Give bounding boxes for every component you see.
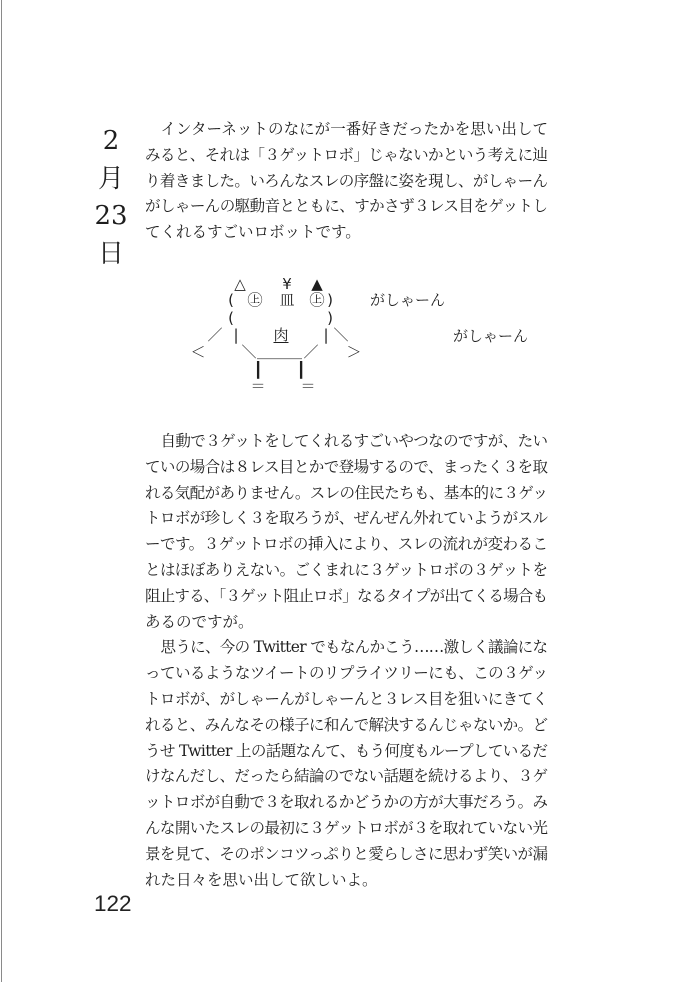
text-line	[145, 764, 548, 790]
text-line	[145, 687, 548, 713]
ascii-art-glyph: (	[228, 309, 234, 327]
date-month-number: 2	[102, 126, 120, 156]
text-line	[145, 790, 548, 816]
ascii-art-glyph: (	[228, 291, 234, 309]
text-line	[145, 506, 548, 532]
text-line	[145, 713, 548, 739]
text-line	[145, 429, 548, 455]
text-line-content: っているようなツイートのリプライツリーにも、この３ゲッ	[145, 664, 548, 683]
date-heading	[86, 123, 136, 274]
text-line	[145, 816, 548, 842]
ascii-art-glyph: ┃	[296, 361, 306, 379]
ascii-art-glyph: ▲	[311, 275, 323, 293]
ascii-art-glyph: ¥	[282, 275, 292, 293]
ascii-art-glyph: )	[327, 309, 333, 327]
ascii-art-glyph: ＝	[250, 377, 266, 395]
text-line	[145, 868, 548, 894]
text-line-content: うせ Twitter 上の話題なんて、もう何度もループしているだ	[145, 741, 548, 760]
text-line-content: インターネットのなにが一番好きだったかを思い出して	[160, 120, 549, 138]
text-line-content: トロボが、がしゃーんがしゃーんと３レス目を狙いにきてく	[145, 689, 548, 708]
paragraph	[145, 635, 548, 893]
text-line-content: り着きました。いろんなスレの序盤に姿を現し、がしゃーん	[145, 171, 548, 190]
text-line-content: ットロボが自動で３を取れるかどうかの方が大事だろう。み	[145, 793, 548, 812]
ascii-art-glyph: ＿＿＿	[257, 343, 303, 361]
ascii-art-glyph: ／	[303, 343, 319, 361]
date-month-unit: 月	[97, 163, 124, 194]
text-line-content: がしゃーんの駆動音とともに、すかさず３レス目をゲットし	[145, 197, 548, 216]
text-line	[145, 455, 548, 481]
text-line	[145, 842, 548, 868]
ascii-art-glyph: 肉	[273, 326, 289, 344]
text-line-content: 思うに、今の Twitter でもなんかこう……激しく議論にな	[160, 638, 548, 657]
ascii-art-glyph: 皿	[279, 291, 295, 309]
text-line-content: てくれるすごいロボットです。	[145, 223, 361, 242]
ascii-art-glyph: ＞	[346, 343, 362, 361]
page-edge-line	[1, 0, 2, 982]
page-number: 122	[94, 891, 132, 916]
text-line	[145, 661, 548, 687]
text-line	[145, 532, 548, 558]
ascii-art-glyph: ／	[207, 326, 223, 344]
body-text-bottom	[145, 429, 548, 893]
paragraph	[145, 429, 548, 635]
text-line-content: れると、みんなその様子に和んで解決するんじゃないか。ど	[145, 715, 548, 734]
text-line	[145, 610, 548, 636]
date-day-unit: 日	[97, 239, 124, 270]
text-line	[145, 169, 548, 195]
ascii-art-glyph: ＝	[300, 377, 316, 395]
ascii-art-glyph: ＼	[241, 343, 257, 361]
text-line-content: れる気配がありません。スレの住民たちも、基本的に３ゲッ	[145, 483, 548, 502]
text-line	[145, 584, 548, 610]
ascii-art-glyph: )	[327, 291, 333, 309]
ascii-art-glyph: ＜	[190, 343, 206, 361]
paragraph	[145, 117, 548, 246]
text-line	[145, 739, 548, 765]
ascii-art-glyph: ┃	[253, 361, 263, 379]
text-line-content: ていの場合は８レス目とかで登場するので、まったく３を取	[145, 457, 548, 476]
ascii-art-glyph: ＼	[333, 326, 349, 344]
text-line-content: 自動で３ゲットをしてくれるすごいやつなのですが、たい	[160, 432, 548, 450]
text-line-content: みると、それは「３ゲットロボ」じゃないかという考えに辿	[145, 145, 548, 164]
text-line-content: 景を見て、そのポンコツっぷりと愛らしさに思わず笑いが漏	[145, 844, 548, 863]
ascii-art-glyph: |	[323, 326, 329, 344]
text-line-content: とはほぼありえない。ごくまれに３ゲットロボの３ゲットを	[145, 560, 548, 579]
text-line	[145, 558, 548, 584]
text-line-content: ーです。３ゲットロボの挿入により、スレの流れが変わるこ	[145, 535, 548, 554]
sound-effect-label: がしゃーん	[453, 327, 529, 345]
sound-effect-label: がしゃーん	[370, 291, 446, 309]
text-line-content: あるのですが。	[145, 612, 254, 631]
ascii-art-glyph: ㊤	[309, 291, 325, 309]
text-line	[145, 194, 548, 220]
ascii-art-glyph: |	[233, 326, 239, 344]
ascii-art-glyph: ㊤	[247, 291, 263, 309]
body-text-top	[145, 117, 548, 246]
text-line-content: トロボが珍しく３を取ろうが、ぜんぜん外れていようがスル	[145, 509, 548, 528]
text-line	[145, 481, 548, 507]
text-line	[145, 635, 548, 661]
text-line	[145, 143, 548, 169]
ascii-art-glyph: △	[234, 275, 246, 293]
text-line-content: けなんだし、だったら結論のでない話題を続けるより、３ゲ	[145, 767, 548, 786]
text-line-content: 阻止する、「３ゲット阻止ロボ」なるタイプが出てくる場合も	[145, 586, 548, 605]
text-line-content: んな開いたスレの最初に３ゲットロボが３を取れていない光	[145, 818, 548, 837]
text-line-content: れた日々を思い出して欲しいよ。	[145, 870, 378, 889]
text-line	[145, 220, 548, 246]
date-day-number: 23	[94, 201, 128, 232]
text-line	[145, 117, 548, 143]
